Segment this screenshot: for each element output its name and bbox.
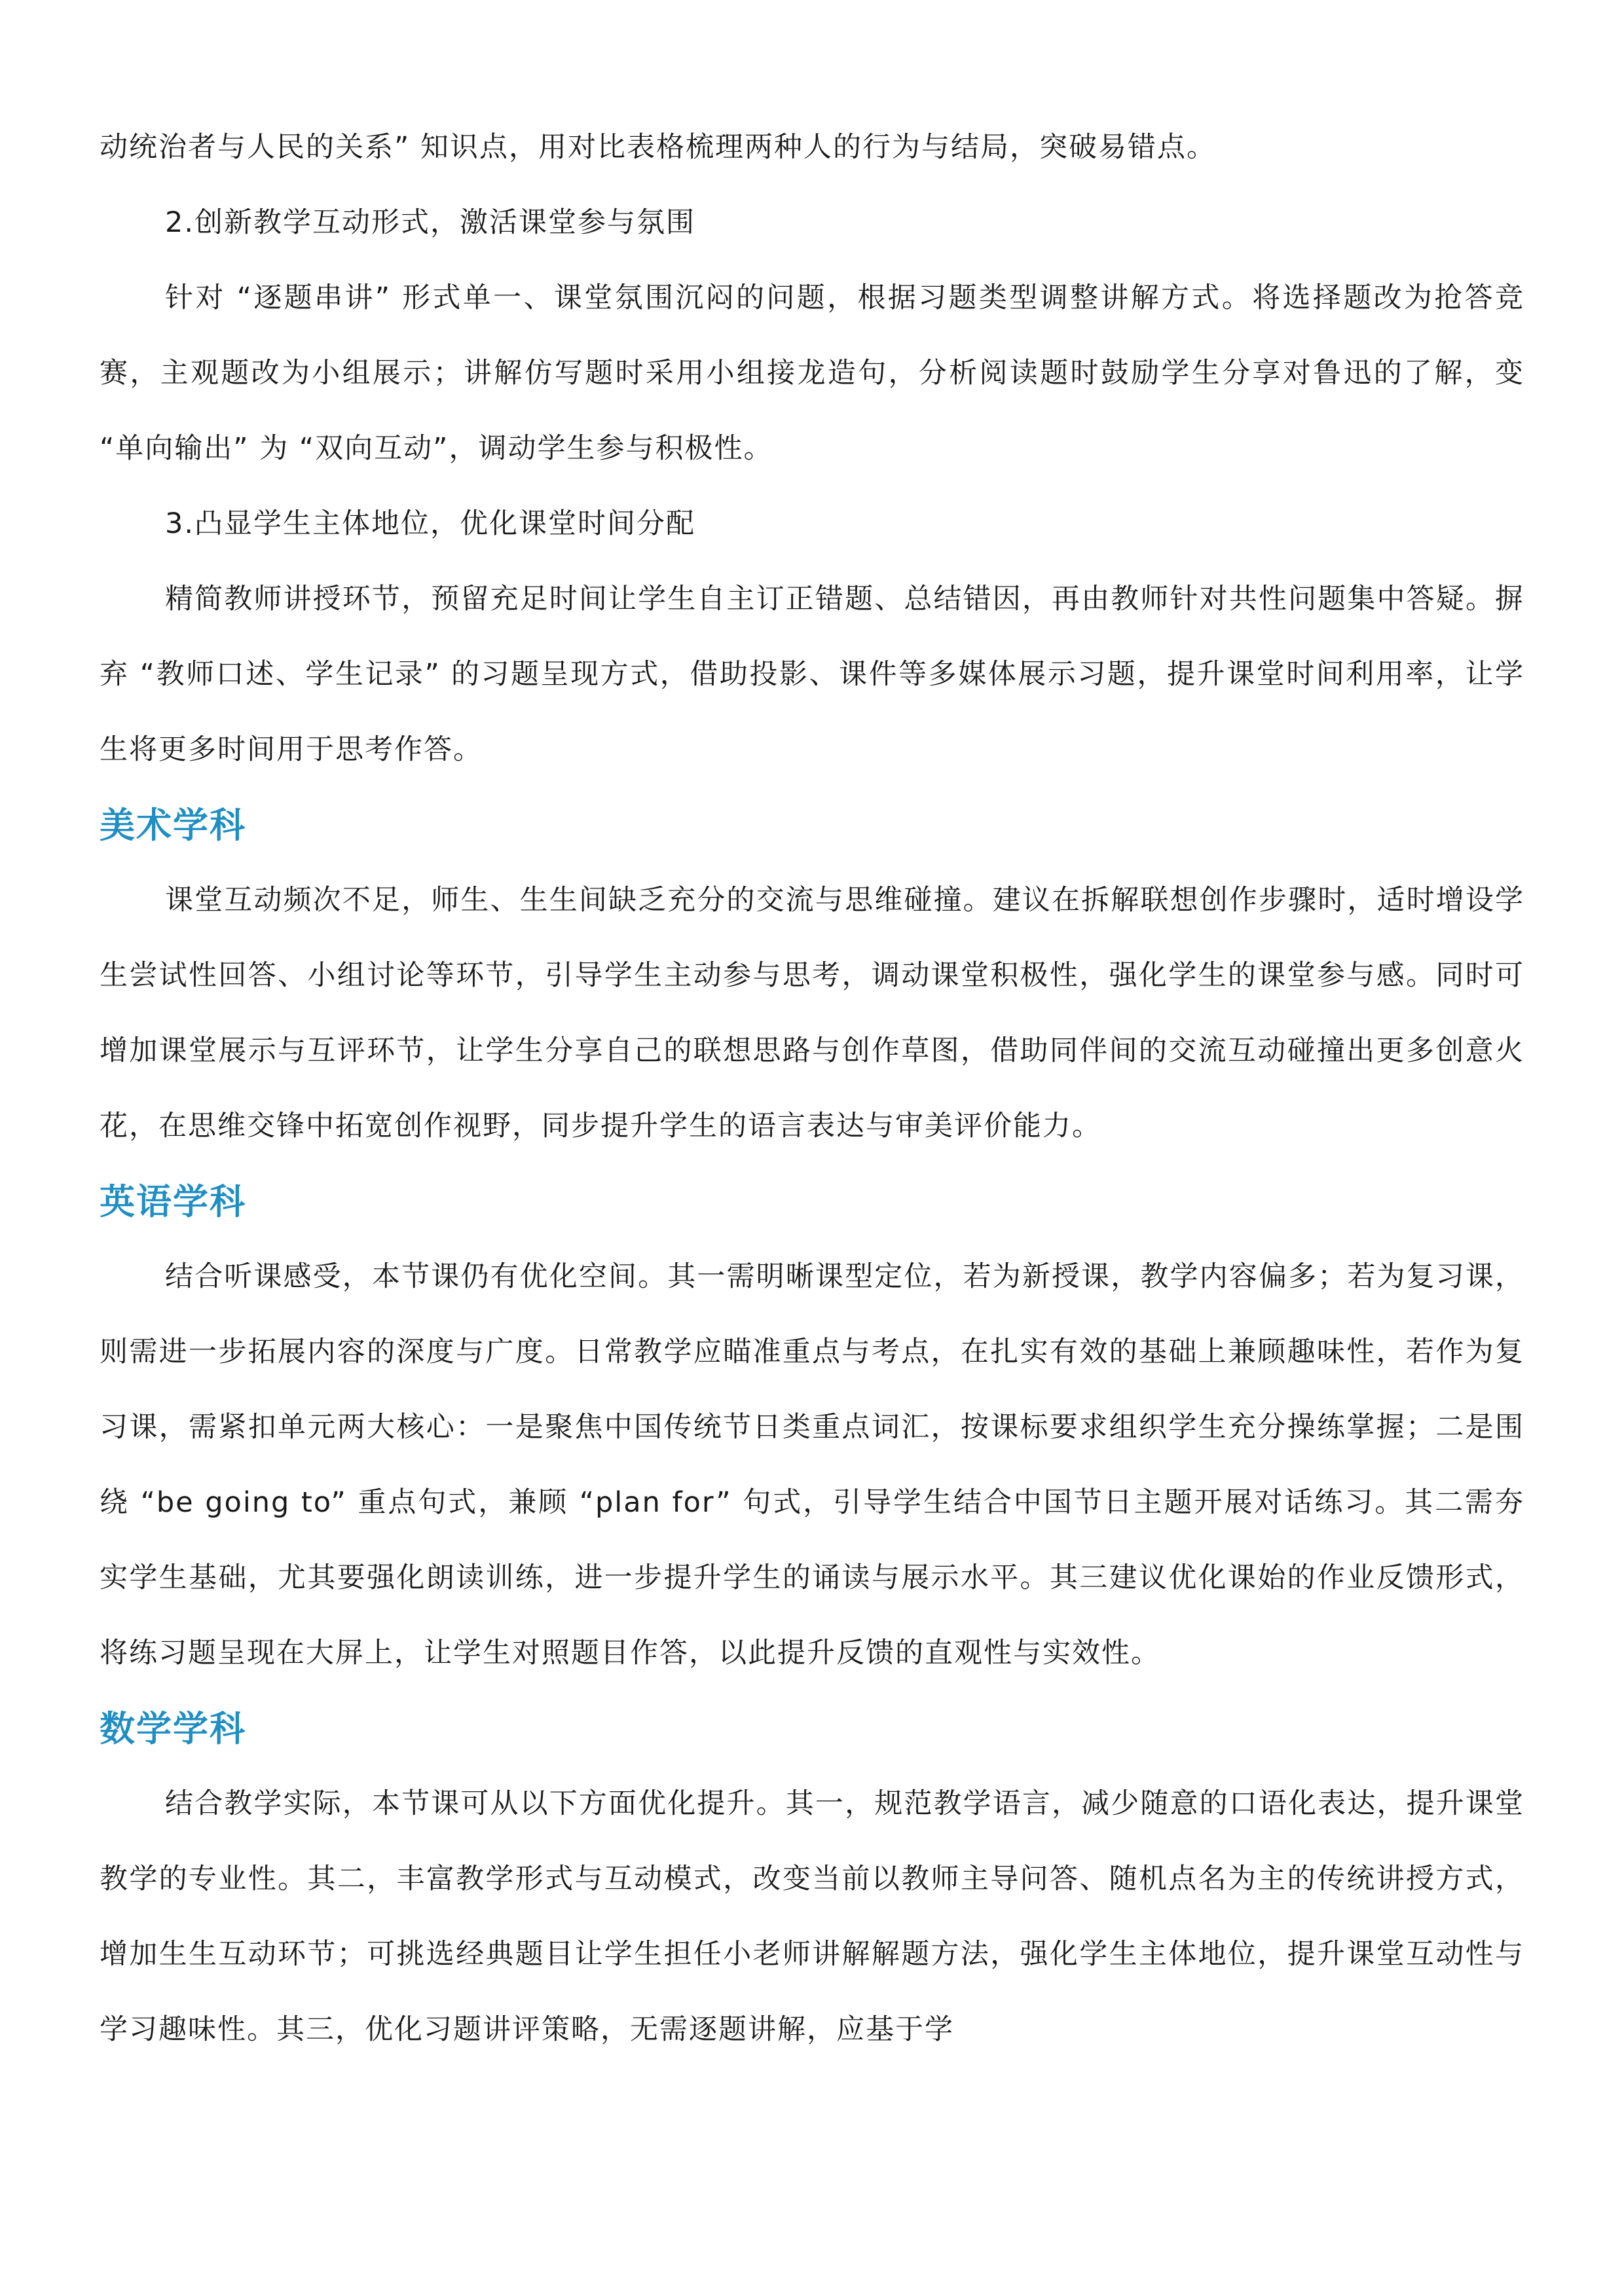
paragraph-math: 结合教学实际，本节课可从以下方面优化提升。其一，规范教学语言，减少随意的口语化表达，提升课堂教学的专业性。其二，丰富教学形式与互动模式，改变当前以教师主导问答、随机点名为主的传统讲授方式，增加生生互动环节；可挑选经典题目让学生担任小老师讲解解题方法，强化学生主体地位，提升课堂互动性与学习趣味性。其三，优化习题讲评策略，无需逐题讲解，应基于学 [100,1787,1524,2046]
section-heading-art: 美术学科 [100,805,246,846]
subheading-student-subject: 3.凸显学生主体地位，优化课堂时间分配 [165,507,696,540]
paragraph-english: 结合听课感受，本节课仍有优化空间。其一需明晰课型定位，若为新授课，教学内容偏多；若为复习课，则需进一步拓展内容的深度与广度。日常教学应瞄准重点与考点，在扎实有效的基础上兼顾趣味性，若作为复习课，需紧扣单元两大核心：一是聚焦中国传统节日类重点词汇，按课标要求组织学生充分操练掌握；二是围绕 “be going to” 重点句式，兼顾 “plan for” 句式，引导学生结合中国节日主题开展对话练习。其二需夯实学生基础，尤其要强化朗读训练，进一步提升学生的诵读与展示水平。其三建议优化课始的作业反馈形式，将练习题呈现在大屏上，让学生对照题目作答，以此提升反馈的直观性与实效性。 [100,1260,1524,1669]
paragraph-continuation: 动统治者与人民的关系” 知识点，用对比表格梳理两种人的行为与结局，突破易错点。 [100,131,1216,164]
section-heading-math: 数学学科 [100,1708,246,1749]
document-page [100,110,1524,2068]
paragraph-interaction-form: 针对 “逐题串讲” 形式单一、课堂氛围沉闷的问题，根据习题类型调整讲解方式。将选择题改为抢答竞赛，主观题改为小组展示；讲解仿写题时采用小组接龙造句，分析阅读题时鼓励学生分享对鲁迅的了解，变 “单向输出” 为 “双向互动”，调动学生参与积极性。 [100,282,1524,465]
paragraph-student-subject: 精简教师讲授环节，预留充足时间让学生自主订正错题、总结错因，再由教师针对共性问题集中答疑。摒弃 “教师口述、学生记录” 的习题呈现方式，借助投影、课件等多媒体展示习题，提升课堂时间利用率，让学生将更多时间用于思考作答。 [100,583,1524,766]
subheading-interaction-form: 2.创新教学互动形式，激活课堂参与氛围 [165,206,696,239]
paragraph-art: 课堂互动频次不足，师生、生生间缺乏充分的交流与思维碰撞。建议在拆解联想创作步骤时，适时增设学生尝试性回答、小组讨论等环节，引导学生主动参与思考，调动课堂积极性，强化学生的课堂参与感。同时可增加课堂展示与互评环节，让学生分享自己的联想思路与创作草图，借助同伴间的交流互动碰撞出更多创意火花，在思维交锋中拓宽创作视野，同步提升学生的语言表达与审美评价能力。 [100,884,1524,1142]
section-heading-english: 英语学科 [100,1181,246,1222]
